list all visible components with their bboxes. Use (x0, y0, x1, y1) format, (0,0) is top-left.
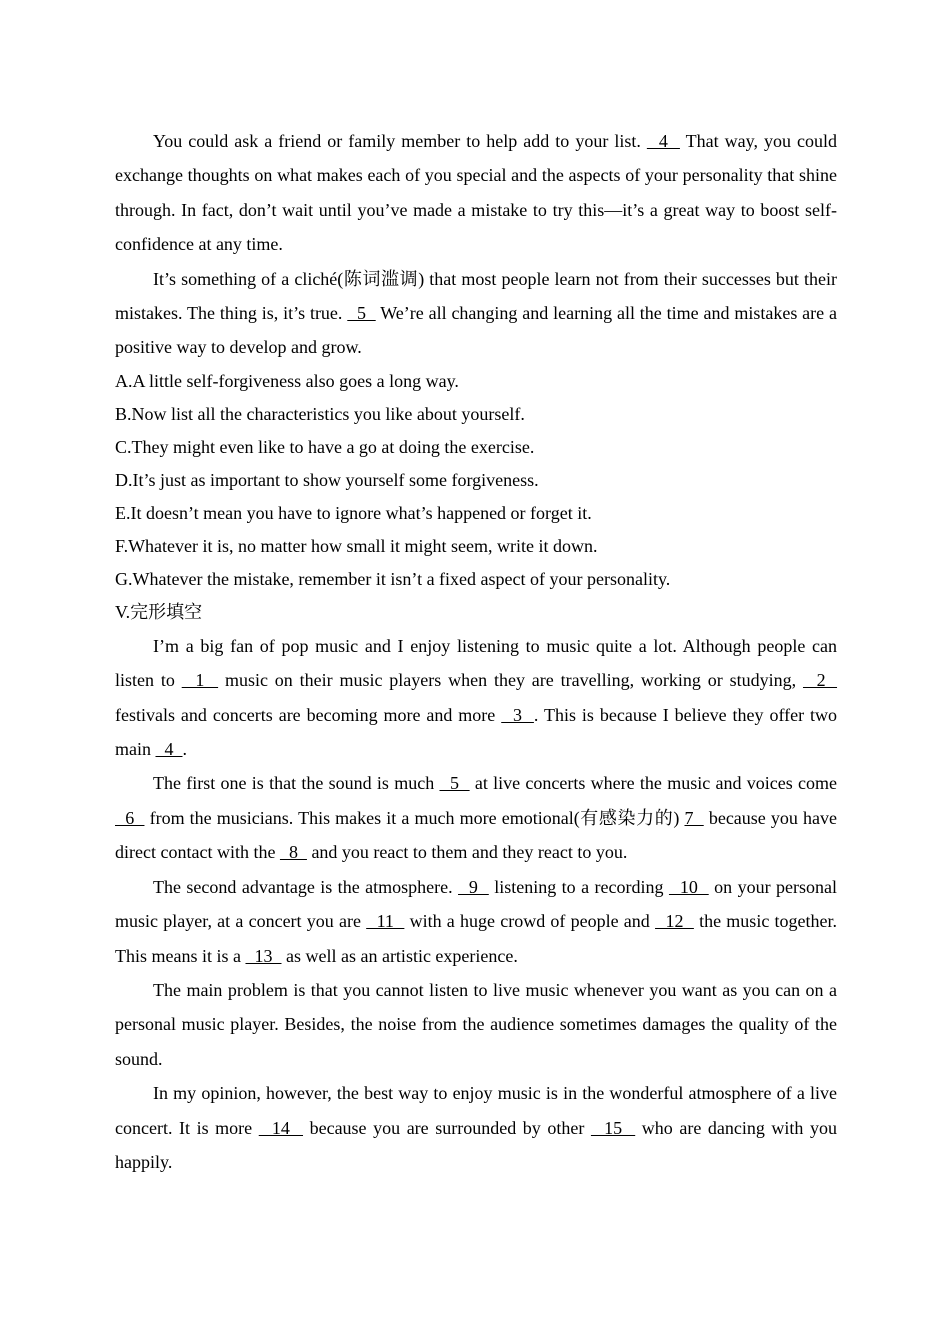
cloze-paragraph-5 (115, 1076, 837, 1179)
cloze-paragraph-2 (115, 766, 837, 869)
cloze-blank-8: 8 (279, 842, 307, 863)
text-run: The second advantage is the atmosphere. (153, 876, 459, 897)
text-run: I’m a big fan of pop music and I enjoy listening to music quite a lot. Although people can listen to (115, 635, 837, 691)
text-run: It’s something of a cliché(陈词滥调) that most people learn not from their successes but their mistakes. The thing is, it’s true. (115, 268, 837, 324)
text-run: That way, you could exchange thoughts on what makes each of you special and the aspects of your personality that shine through. In fact, don’t wait until you’ve made a mistake to try this—it’s a great way to boost self-confidence at any time. (115, 131, 837, 255)
text-run: . This is because I believe they offer two main (115, 704, 838, 760)
answer-blank-4: 4 (646, 131, 680, 151)
cloze-blank-4: 4 (155, 739, 183, 760)
text-run: the music together. This means it is a (115, 911, 838, 966)
text-run: . (182, 739, 187, 760)
cloze-paragraph-4: The main problem is that you cannot listen to live music whenever you want as you can on a personal music player. Besides, the noise from the audience sometimes damages the quality of the sound. (115, 979, 837, 1069)
option-d: D.It’s just as important to show yourself some forgiveness. (115, 469, 539, 490)
reading-paragraph-1 (115, 124, 837, 262)
section-heading: V.完形填空 (115, 601, 203, 622)
option-a: A.A little self-forgiveness also goes a long way. (115, 370, 459, 391)
cloze-blank-11: 11 (366, 911, 405, 932)
text-run: The first one is that the sound is much (153, 773, 440, 794)
text-run: because you are surrounded by other (303, 1117, 591, 1138)
cloze-blank-5: 5 (439, 773, 470, 794)
cloze-blank-15: 15 (590, 1117, 636, 1138)
cloze-blank-10: 10 (668, 876, 709, 897)
option-e: E.It doesn’t mean you have to ignore what’s happened or forget it. (115, 502, 592, 523)
option-g: G.Whatever the mistake, remember it isn’t a fixed aspect of your personality. (115, 568, 671, 589)
cloze-blank-14: 14 (258, 1117, 304, 1138)
cloze-blank-12: 12 (655, 911, 694, 932)
option-c: C.They might even like to have a go at doing the exercise. (115, 436, 535, 457)
answer-blank-5: 5 (347, 303, 376, 324)
cloze-blank-6: 6 (115, 807, 145, 828)
cloze-blank-1: 1 (181, 670, 219, 691)
cloze-blank-9: 9 (458, 876, 489, 897)
option-b: B.Now list all the characteristics you like about yourself. (115, 403, 525, 424)
reading-paragraph-2 (115, 262, 837, 365)
text-run: with a huge crowd of people and (404, 911, 656, 932)
text-run: festivals and concerts are becoming more and more (115, 704, 502, 725)
text-run: because you have direct contact with the (115, 807, 838, 863)
option-f: F.Whatever it is, no matter how small it might seem, write it down. (115, 535, 598, 556)
text-run: music on their music players when they are travelling, working or studying, (218, 670, 803, 691)
text-run: from the musicians. This makes it a much more emotional(有感染力的) (144, 807, 685, 828)
cloze-paragraph-3 (115, 870, 837, 973)
cloze-blank-7: 7 (684, 807, 704, 828)
cloze-blank-13: 13 (245, 945, 282, 966)
cloze-blank-3: 3 (501, 704, 534, 725)
cloze-blank-2: 2 (802, 670, 838, 691)
text-run: You could ask a friend or family member to help add to your list. (153, 131, 647, 151)
text-run: who are dancing with you happily. (115, 1117, 838, 1172)
text-run: at live concerts where the music and voices come (469, 773, 837, 794)
text-run: We’re all changing and learning all the time and mistakes are a positive way to develop and grow. (115, 303, 837, 358)
text-run: listening to a recording (488, 876, 669, 897)
text-run: as well as an artistic experience. (281, 945, 518, 966)
cloze-paragraph-1 (115, 629, 837, 767)
document-page (115, 124, 837, 1179)
text-run: and you react to them and they react to you. (306, 842, 628, 863)
text-run: In my opinion, however, the best way to enjoy music is in the wonderful atmosphere of a live concert. It is more (115, 1083, 837, 1138)
text-run: on your personal music player, at a concert you are (115, 876, 838, 932)
